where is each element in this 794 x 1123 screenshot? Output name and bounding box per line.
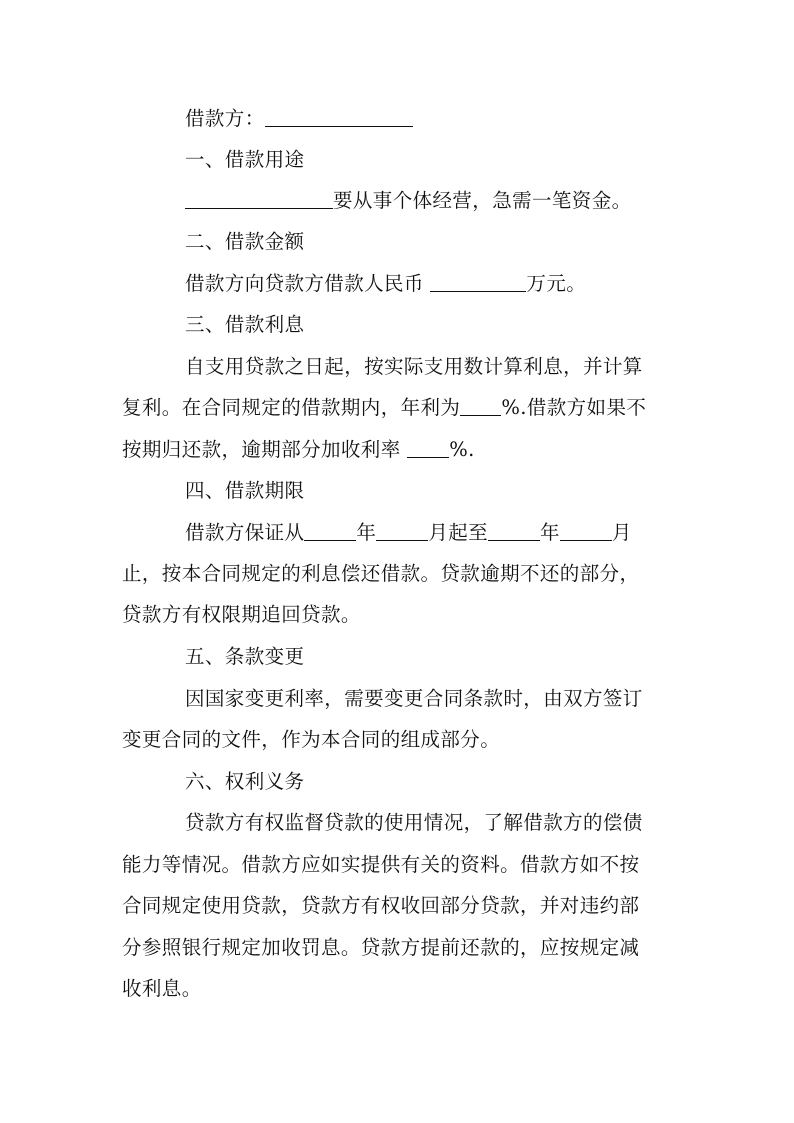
section-3-heading: 三、借款利息 (185, 313, 305, 336)
borrower-label: 借款方： (185, 107, 265, 130)
year-label-2: 年 (540, 521, 560, 544)
section-4-heading: 四、借款期限 (185, 479, 305, 502)
year-label-1: 年 (356, 521, 377, 544)
end-month-blank (560, 520, 612, 541)
borrower-line (185, 104, 674, 134)
section-6-line-2: 能力等情况。借款方应如实提供有关的资料。借款方如不按 (122, 853, 640, 876)
section-3-line-3 (122, 435, 674, 465)
section-2-text (185, 269, 674, 299)
section-6-heading: 六、权利义务 (185, 770, 305, 793)
section-6-line-5: 收利息。 (122, 977, 202, 1000)
interest-line-2-end: %.借款方如果不 (501, 396, 647, 419)
section-6-line-4: 分参照银行规定加收罚息。贷款方提前还款的，应按规定减 (122, 936, 640, 959)
section-4-line-2: 止，按本合同规定的利息偿还借款。贷款逾期不还的部分， (122, 562, 640, 585)
section-4-line-3: 贷款方有权限期追回贷款。 (122, 603, 361, 626)
amount-sentence-end: 万元。 (526, 272, 587, 295)
borrower-blank (265, 106, 413, 127)
section-5-line-1: 因国家变更利率，需要变更合同条款时，由双方签订 (185, 687, 643, 710)
section-1-text (185, 186, 674, 216)
section-6-line-3: 合同规定使用贷款，贷款方有权收回部分贷款，并对违约部 (122, 894, 640, 917)
interest-line-3-start: 按期归还款，逾期部分加收利率 (122, 438, 401, 461)
section-2-heading: 二、借款金额 (185, 230, 305, 253)
amount-sentence-start: 借款方向贷款方借款人民币 (185, 272, 424, 295)
month-label-2: 月 (611, 521, 632, 544)
section-4-line-1 (185, 518, 674, 548)
section-3-line-1 (185, 352, 674, 382)
section-3-line-2 (122, 393, 674, 423)
interest-line-2-start: 复利。在合同规定的借款期内，年利为 (122, 396, 461, 419)
section-6-line-1: 贷款方有权监督贷款的使用情况，了解借款方的偿债 (185, 811, 643, 834)
term-from-label: 借款方保证从 (185, 521, 305, 544)
interest-line-3-end: %. (449, 438, 475, 461)
purpose-blank (185, 188, 333, 209)
end-year-blank (488, 520, 540, 541)
overdue-rate-blank (407, 437, 449, 458)
interest-line-1: 自支用贷款之日起，按实际支用数计算利息，并计算 (185, 355, 643, 378)
annual-rate-blank (460, 395, 501, 416)
term-to-label: 月起至 (428, 521, 489, 544)
amount-blank (430, 271, 526, 292)
section-5-heading: 五、条款变更 (185, 645, 305, 668)
section-1-heading: 一、借款用途 (185, 148, 305, 171)
start-month-blank (376, 520, 428, 541)
section-5-line-2: 变更合同的文件，作为本合同的组成部分。 (122, 728, 501, 751)
section-1-sentence: 要从事个体经营，急需一笔资金。 (333, 189, 632, 212)
start-year-blank (304, 520, 356, 541)
